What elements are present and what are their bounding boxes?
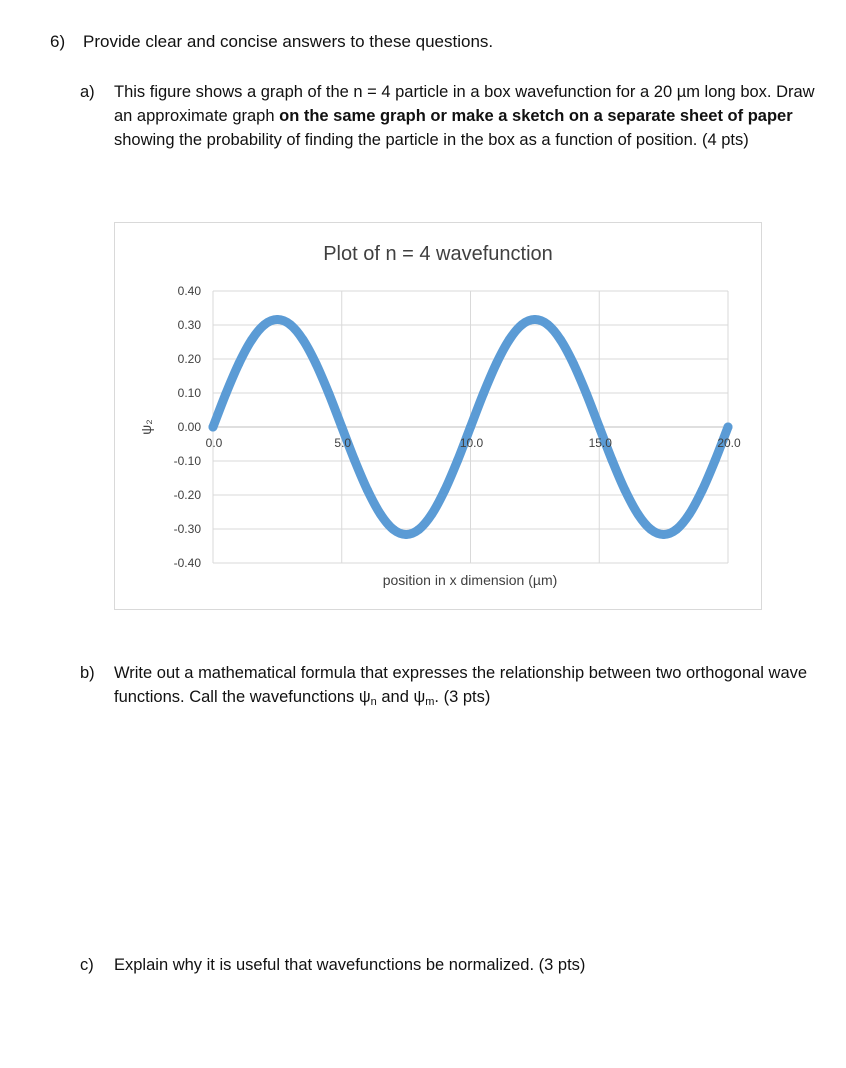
data-point <box>556 335 565 344</box>
x-tick-label: 10.0 <box>459 436 484 450</box>
data-point <box>350 456 359 465</box>
part-c-text: Explain why it is useful that wavefunctions be normalized. (3 pts) <box>114 956 586 974</box>
data-point <box>273 315 282 324</box>
x-tick-label: 0.0 <box>205 436 223 450</box>
data-point <box>698 486 707 495</box>
data-point <box>518 320 527 329</box>
chart-svg <box>115 223 761 609</box>
data-point <box>389 525 398 534</box>
data-point <box>312 359 321 368</box>
y-tick-label: -0.30 <box>173 522 201 536</box>
part-a-bold-text: on the same graph or make a sketch on a separate sheet of paper <box>279 107 793 125</box>
data-point <box>595 423 604 432</box>
chart-y-axis-label: ψ₂ <box>138 419 154 435</box>
data-point <box>402 530 411 539</box>
part-a-label: a) <box>80 83 95 101</box>
y-tick-label: 0.40 <box>177 284 201 298</box>
chart-title: Plot of n = 4 wavefunction <box>323 243 553 265</box>
part-a-text: This figure shows a graph of the n = 4 particle in a box wavefunction for a 20 µm long box. Draw an approximate graph on the same graph or make a sketch on a separate sheet of paper showing the probability of finding the particle in the box as a function of position. (4 pts) <box>114 83 815 149</box>
data-point <box>724 423 733 432</box>
subscript-n: n <box>370 696 377 708</box>
data-point <box>260 320 269 329</box>
data-point <box>427 510 436 519</box>
data-point <box>505 335 514 344</box>
part-b-text: Write out a mathematical formula that expresses the relationship between two orthogonal wave functions. Call the wavefunctions $\psi_n$ and $\psi_m$. (3 pts) <box>114 664 808 708</box>
x-tick-label: 15.0 <box>588 436 612 450</box>
question-prompt: Provide clear and concise answers to these questions. <box>83 32 494 51</box>
data-point <box>234 359 243 368</box>
y-tick-label: -0.10 <box>173 454 201 468</box>
data-point <box>608 456 617 465</box>
data-point <box>209 423 218 432</box>
x-tick-label: 5.0 <box>334 436 352 450</box>
data-point <box>582 389 591 398</box>
data-point <box>440 486 449 495</box>
data-point <box>466 423 475 432</box>
y-tick-label: -0.40 <box>173 556 201 570</box>
chart-x-axis-label: position in x dimension (µm) <box>382 572 558 588</box>
data-point <box>569 359 578 368</box>
data-point <box>376 510 385 519</box>
data-point <box>646 525 655 534</box>
y-tick-label: 0.10 <box>177 386 201 400</box>
data-point <box>453 456 462 465</box>
data-point <box>633 510 642 519</box>
data-point <box>415 525 424 534</box>
y-tick-label: 0.00 <box>177 420 201 434</box>
data-point <box>286 320 295 329</box>
data-point <box>324 389 333 398</box>
data-point <box>337 423 346 432</box>
wavefunction-chart <box>114 222 762 610</box>
data-point <box>492 359 501 368</box>
y-tick-label: 0.30 <box>177 318 201 332</box>
y-tick-label: 0.20 <box>177 352 201 366</box>
data-point <box>685 510 694 519</box>
data-point <box>221 389 230 398</box>
data-point <box>479 389 488 398</box>
data-point <box>672 525 681 534</box>
y-tick-label: -0.20 <box>173 488 201 502</box>
x-tick-label: 20.0 <box>717 436 741 450</box>
part-c-label: c) <box>80 956 94 974</box>
data-point <box>299 335 308 344</box>
part-b-label: b) <box>80 664 95 682</box>
data-point <box>247 335 256 344</box>
data-point <box>711 456 720 465</box>
data-point <box>659 530 668 539</box>
subscript-m: m <box>425 696 435 708</box>
data-point <box>530 315 539 324</box>
question-number: 6) <box>50 32 66 51</box>
data-point <box>621 486 630 495</box>
question-header <box>50 32 493 52</box>
data-point <box>363 486 372 495</box>
data-point <box>543 320 552 329</box>
